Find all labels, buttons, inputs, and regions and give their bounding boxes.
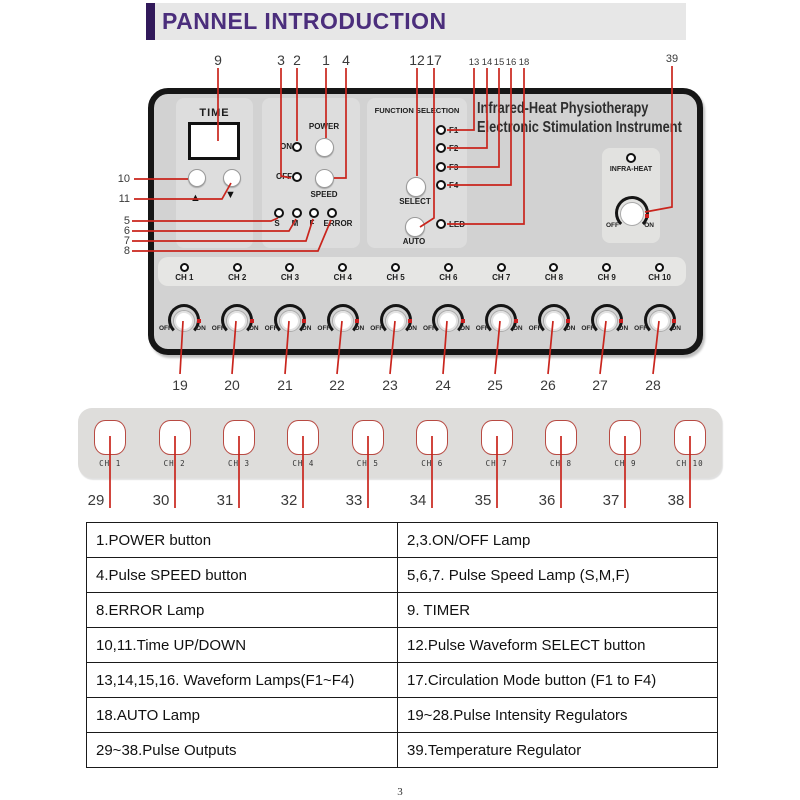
- channel-lamp: [285, 263, 294, 272]
- pulse-output-cell: [271, 408, 335, 478]
- legend-row: [87, 558, 717, 593]
- pulse-intensity-regulator: [369, 292, 422, 349]
- function-selection-section: [367, 98, 467, 248]
- channel-lamp: [444, 263, 453, 272]
- select-button: [406, 177, 426, 197]
- callout-11: 11: [118, 193, 130, 205]
- pulse-intensity-regulator: [211, 292, 264, 349]
- knob-off-label: OFF: [159, 325, 172, 332]
- legend-row: [87, 663, 717, 698]
- knob-dial: [490, 310, 512, 332]
- legend-cell-right: 9. TIMER: [407, 602, 471, 619]
- callout-22: 22: [329, 377, 345, 393]
- speed-lamp-m: [292, 208, 302, 218]
- knob-indicator: [619, 319, 623, 323]
- knob-dial: [279, 310, 301, 332]
- waveform-lamp-f1: [436, 125, 446, 135]
- legend-cell-right: 2,3.ON/OFF Lamp: [407, 532, 531, 549]
- pulse-output-cell: [78, 408, 142, 478]
- channel-lamp-label: CH 1: [175, 273, 194, 282]
- legend-cell-left: 18.AUTO Lamp: [87, 698, 398, 732]
- callout-24: 24: [435, 377, 451, 393]
- knob-indicator: [408, 319, 412, 323]
- knob-dial: [173, 310, 195, 332]
- callout-35: 35: [474, 492, 492, 509]
- f4-label: F4: [449, 181, 459, 190]
- output-channel-label: CH 5: [356, 459, 379, 468]
- callout-1: 1: [322, 52, 330, 68]
- channel-lamp: [338, 263, 347, 272]
- output-channel-label: CH 10: [676, 459, 704, 468]
- callout-23: 23: [382, 377, 398, 393]
- pulse-intensity-regulator: [633, 292, 686, 349]
- legend-cell-left: 8.ERROR Lamp: [87, 593, 398, 627]
- pulse-intensity-regulator: [158, 292, 211, 349]
- infra-knob-indicator: [645, 214, 649, 218]
- knob-on-label: ON: [196, 325, 206, 332]
- on-lamp: [292, 142, 302, 152]
- knob-dial: [649, 310, 671, 332]
- pulse-output-cell: [593, 408, 657, 478]
- callout-5: 5: [123, 215, 130, 227]
- speed-button: [315, 169, 334, 188]
- knob-indicator: [302, 319, 306, 323]
- on-label: ON: [280, 142, 292, 151]
- f1-label: F1: [449, 126, 459, 135]
- knob-indicator: [355, 319, 359, 323]
- channel-lamp-cell: [158, 257, 211, 286]
- channel-lamp-label: CH 4: [333, 273, 352, 282]
- callout-10: 10: [117, 173, 130, 185]
- legend-row: [87, 733, 717, 767]
- pulse-output-cell: [207, 408, 271, 478]
- legend-cell-right: 39.Temperature Regulator: [407, 742, 582, 759]
- channel-lamp-strip: [158, 257, 686, 286]
- page-number: 3: [397, 786, 403, 798]
- callout-16: 16: [505, 57, 517, 68]
- channel-lamp-cell: [528, 257, 581, 286]
- channel-lamp-cell: [211, 257, 264, 286]
- header-accent-bar: [146, 3, 155, 40]
- pulse-output-cell: [336, 408, 400, 478]
- callout-20: 20: [224, 377, 240, 393]
- waveform-lamp-f3: [436, 162, 446, 172]
- power-section: [262, 98, 360, 248]
- output-channel-label: CH 7: [485, 459, 508, 468]
- f2-label: F2: [449, 144, 459, 153]
- knob-on-label: ON: [354, 325, 365, 332]
- device-panel: [148, 88, 703, 355]
- knob-off-label: OFF: [528, 325, 542, 332]
- callout-34: 34: [409, 492, 427, 509]
- knob-indicator: [197, 319, 201, 323]
- error-label: ERROR: [323, 219, 353, 228]
- select-label: SELECT: [399, 197, 431, 206]
- callout-25: 25: [487, 377, 503, 393]
- callout-7: 7: [123, 235, 130, 247]
- output-jack: [223, 420, 255, 455]
- output-channel-label: CH 9: [614, 459, 637, 468]
- pulse-intensity-regulator: [475, 292, 528, 349]
- channel-lamp: [549, 263, 558, 272]
- knob-on-label: ON: [301, 325, 312, 332]
- output-jack: [545, 420, 577, 455]
- callout-26: 26: [540, 377, 556, 393]
- legend-cell-left: 13,14,15,16. Waveform Lamps(F1~F4): [87, 663, 398, 697]
- channel-lamp: [655, 263, 664, 272]
- time-section: [176, 98, 253, 248]
- auto-label: AUTO: [402, 237, 426, 246]
- channel-lamp-label: CH 7: [492, 273, 511, 282]
- callout-28: 28: [645, 377, 661, 393]
- knob-on-label: ON: [460, 325, 470, 332]
- knob-indicator: [672, 319, 676, 323]
- brand-text: [477, 99, 685, 137]
- legend-row: [87, 523, 717, 558]
- channel-lamp-cell: [369, 257, 422, 286]
- knob-off-label: OFF: [317, 325, 331, 332]
- callout-15: 15: [493, 57, 505, 68]
- output-jack: [416, 420, 448, 455]
- f3-label: F3: [449, 163, 459, 172]
- timer-display: [188, 122, 240, 160]
- legend-row: [87, 698, 717, 733]
- knob-off-label: OFF: [581, 325, 595, 332]
- power-button: [315, 138, 334, 157]
- intensity-knob-row: [158, 292, 686, 349]
- pulse-intensity-regulator: [264, 292, 317, 349]
- knob-dial: [596, 310, 618, 332]
- infra-off-label: OFF: [606, 222, 619, 229]
- knob-dial: [437, 310, 459, 332]
- channel-lamp-cell: [422, 257, 475, 286]
- channel-lamp-label: CH 2: [228, 273, 247, 282]
- callout-33: 33: [345, 492, 363, 509]
- page-title: PANNEL INTRODUCTION: [162, 8, 447, 34]
- power-label: POWER: [308, 122, 340, 131]
- time-up-button: [188, 169, 206, 187]
- output-jack: [159, 420, 191, 455]
- output-channel-label: CH 8: [550, 459, 573, 468]
- channel-lamp-cell: [580, 257, 633, 286]
- callout-31: 31: [216, 492, 234, 509]
- channel-lamp: [180, 263, 189, 272]
- callout-12: 12: [409, 52, 425, 68]
- output-jack: [94, 420, 126, 455]
- knob-off-label: OFF: [422, 325, 436, 332]
- output-jack: [674, 420, 706, 455]
- legend-row: [87, 593, 717, 628]
- channel-lamp: [602, 263, 611, 272]
- channel-lamp: [497, 263, 506, 272]
- knob-on-label: ON: [407, 325, 417, 332]
- channel-lamp-cell: [316, 257, 369, 286]
- knob-indicator: [514, 319, 518, 323]
- knob-off-label: OFF: [370, 325, 384, 332]
- channel-lamp-label: CH 6: [439, 273, 458, 282]
- channel-lamp-cell: [264, 257, 317, 286]
- pulse-output-cell: [400, 408, 464, 478]
- knob-dial: [226, 310, 248, 332]
- channel-lamp-cell: [633, 257, 686, 286]
- knob-dial: [543, 310, 565, 332]
- knob-on-label: ON: [618, 325, 629, 332]
- function-section-title: FUNCTION SELECTION: [374, 106, 460, 115]
- knob-dial: [385, 310, 407, 332]
- pulse-output-cell: [464, 408, 528, 478]
- lamp-s-label: S: [274, 219, 280, 228]
- legend-cell-right: 12.Pulse Waveform SELECT button: [407, 637, 646, 654]
- brand-line1: Infrared-Heat Physiotherapy: [477, 100, 649, 117]
- callout-19: 19: [172, 377, 188, 393]
- callout-3: 3: [277, 52, 285, 68]
- callout-4: 4: [342, 52, 350, 68]
- time-section-title: TIME: [199, 107, 230, 119]
- led-label: LED: [449, 220, 465, 229]
- knob-indicator: [566, 319, 570, 323]
- channel-lamp-label: CH 5: [386, 273, 405, 282]
- output-channel-label: CH 2: [163, 459, 186, 468]
- legend-cell-right: 17.Circulation Mode button (F1 to F4): [407, 672, 657, 689]
- lamp-f-label: F: [309, 219, 315, 228]
- knob-on-label: ON: [512, 325, 523, 332]
- knob-on-label: ON: [248, 325, 259, 332]
- output-jack: [481, 420, 513, 455]
- knob-indicator: [461, 319, 465, 323]
- off-lamp: [292, 172, 302, 182]
- output-channel-label: CH 3: [227, 459, 251, 468]
- callout-17: 17: [426, 52, 442, 68]
- off-label: OFF: [276, 172, 292, 181]
- time-down-icon: ▼: [225, 189, 236, 201]
- output-jack: [287, 420, 319, 455]
- pulse-output-cell: [529, 408, 593, 478]
- infra-heat-section: [602, 148, 660, 243]
- pulse-output-cell: [142, 408, 206, 478]
- callout-21: 21: [277, 377, 293, 393]
- legend-cell-left: 10,11.Time UP/DOWN: [87, 628, 398, 662]
- pulse-intensity-regulator: [580, 292, 633, 349]
- channel-lamp-label: CH 8: [544, 273, 564, 282]
- legend-row: [87, 628, 717, 663]
- speed-lamp-s: [274, 208, 284, 218]
- infra-heat-lamp: [626, 153, 636, 163]
- callout-39: 39: [665, 53, 679, 65]
- pulse-intensity-regulator: [422, 292, 475, 349]
- channel-lamp-label: CH 9: [597, 273, 616, 282]
- channel-lamp-cell: [475, 257, 528, 286]
- legend-cell-right: 19~28.Pulse Intensity Regulators: [407, 707, 628, 724]
- callout-14: 14: [481, 57, 493, 68]
- output-channel-label: CH 4: [292, 459, 315, 468]
- infra-heat-label: INFRA-HEAT: [609, 166, 653, 173]
- channel-lamp: [233, 263, 242, 272]
- knob-on-label: ON: [565, 325, 576, 332]
- knob-dial: [332, 310, 354, 332]
- legend-cell-left: 1.POWER button: [87, 523, 398, 557]
- time-down-button: [223, 169, 241, 187]
- knob-off-label: OFF: [211, 325, 225, 332]
- callout-29: 29: [87, 492, 105, 509]
- speed-label: SPEED: [310, 190, 338, 199]
- channel-lamp: [391, 263, 400, 272]
- legend-cell-left: 4.Pulse SPEED button: [87, 558, 398, 592]
- temperature-regulator-knob: [620, 202, 644, 226]
- auto-button: [405, 217, 425, 237]
- auto-led-lamp: [436, 219, 446, 229]
- callout-38: 38: [667, 492, 685, 509]
- waveform-lamp-f2: [436, 143, 446, 153]
- callout-2: 2: [293, 52, 301, 68]
- callout-32: 32: [280, 492, 298, 509]
- pulse-intensity-regulator: [528, 292, 581, 349]
- legend-cell-right: 5,6,7. Pulse Speed Lamp (S,M,F): [407, 567, 630, 584]
- error-lamp: [327, 208, 337, 218]
- callout-8: 8: [123, 245, 130, 257]
- time-up-icon: ▲: [190, 192, 201, 204]
- knob-indicator: [250, 319, 254, 323]
- page-header: [146, 3, 686, 40]
- channel-lamp-label: CH 3: [280, 273, 300, 282]
- callout-13: 13: [468, 57, 480, 68]
- brand-line2: Electronic Stimulation Instrument: [477, 119, 682, 136]
- waveform-lamp-f4: [436, 180, 446, 190]
- lamp-m-label: M: [291, 219, 299, 228]
- knob-on-label: ON: [671, 325, 681, 332]
- legend-cell-left: 29~38.Pulse Outputs: [87, 733, 398, 767]
- callout-9: 9: [214, 52, 222, 68]
- pulse-output-cell: [658, 408, 722, 478]
- callout-30: 30: [152, 492, 170, 509]
- pulse-output-strip: [78, 408, 722, 478]
- callout-27: 27: [592, 377, 608, 393]
- output-jack: [352, 420, 384, 455]
- knob-off-label: OFF: [264, 325, 278, 332]
- callout-37: 37: [602, 492, 620, 509]
- callout-6: 6: [123, 225, 130, 237]
- output-channel-label: CH 6: [421, 459, 444, 468]
- speed-lamp-f: [309, 208, 319, 218]
- knob-off-label: OFF: [475, 325, 489, 332]
- pulse-intensity-regulator: [316, 292, 369, 349]
- output-jack: [609, 420, 641, 455]
- callout-36: 36: [538, 492, 556, 509]
- knob-off-label: OFF: [634, 325, 648, 332]
- callout-18: 18: [518, 57, 530, 68]
- legend-table: [86, 522, 718, 768]
- output-channel-label: CH 1: [99, 459, 122, 468]
- infra-on-label: ON: [644, 222, 654, 229]
- channel-lamp-label: CH 10: [648, 273, 671, 282]
